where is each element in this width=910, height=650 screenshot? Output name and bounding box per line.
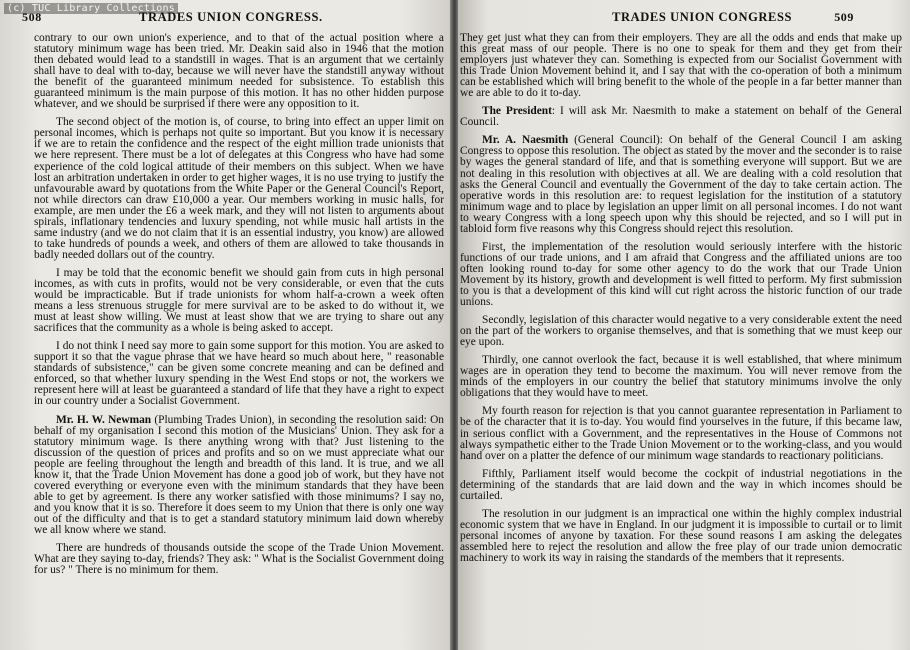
right-paragraph-president: The President: I will ask Mr. Naesmith to make a statement on behalf of the General Council. [460, 105, 902, 129]
left-paragraph: I may be told that the economic benefit we should gain from cuts in high personal incomes, as with cuts in profits, would not be very considerable, or even that the cuts would be impracticable. But if trade unionists for whom half-a-crown a week often means a less strenuous struggle for mere survival are to be asked to do without it, we must at least show willing. We must at least show that we are trying to share out any sacrifices that the community as a whole is being asked to accept. [34, 266, 444, 335]
right-paragraph: They get just what they can from their employers. They are all the odds and ends that make up this great mass of our people. There is no one to speak for them and they get from their employers just whatever they can. Something is expected from our Socialist Government with this Trade Union Movement behind it, and I say that with the co-operation of both a minimum can be established which will bring benefit to the whole of the people in a far better manner than we are able to do it to-day. [460, 32, 902, 100]
right-running-title: TRADES UNION CONGRESS [612, 10, 793, 24]
right-page-text [460, 33, 902, 564]
left-paragraph: There are hundreds of thousands outside the scope of the Trade Union Movement. What are they saying to-day, friends? They ask: " What is the Socialist Government doing for us? " There is no minimum for them. [34, 542, 444, 577]
speaker-name: Mr. A. Naesmith [482, 134, 569, 147]
right-page [458, 0, 910, 650]
left-paragraph-newman: Mr. H. W. Newman (Plumbing Trades Union), in seconding the resolution said: On behalf of my organisation I second this motion of the Musicians' Union. They ask for a statutory minimum wage. Is there anything wrong with that? Just listening to the discussion of the question of prices and profits and so on we must appreciate what our people are feeling throughout the length and breadth of this land. It is true, and we all know it, that the Trade Union Movement has done a good job of work, but they have not covered everything or everyone even with the minimum standards that they have been able to get by agreement. Is there any worker satisfied with those minimums? I say no, and you know that it is so. Therefore it does seem to my Union that there is only one way out of the difficulty and that is to get a standard statutory minimum laid down whereby we all know where we stand. [34, 413, 444, 536]
left-page-text [34, 33, 444, 576]
left-paragraph: contrary to our own union's experience, and to that of the actual position where a statutory minimum wage has been tried. Mr. Deakin said also in 1946 that the motion then debated would lead to a standstill in wages. That is an argument that we certainly shall have to deal with to-day, because we will never have the standstill anyway without the benefit of the guaranteed minimum needed for subsistence. To establish this guaranteed minimum is the main purpose of this motion. It has no other hidden purpose whatever, and we should be surprised if there were any opposition to it. [34, 32, 444, 111]
right-paragraph: The resolution in our judgment is an impractical one within the highly complex industrial economic system that we have in England. In our judgment it is impossible to curtail or to limit personal incomes of anyone by taxation. For these sound reasons I am asking the delegates assembled here to reject the resolution and allow the free play of our trade union democratic machinery to work its way in raising the standards of the members that it represents. [460, 507, 902, 564]
left-paragraph: The second object of the motion is, of course, to bring into effect an upper limit on personal incomes, which is perhaps not quite so important. But you know it is necessary if we are to retain the confidence and the respect of the eight million trade unionists that we here represent. There must be a lot of delegates at this Congress who have had some experience of the cold logical attitude of their members on this subject. When we have lost an arbitration undertaken in order to get higher wages, it is no use trying to justify the unfavourable award by quotations from the White Paper or the General Council's Report, not while directors can draw £10,000 a year. Our members working in music halls, for example, are men under the £6 a week mark, and they will not listen to arguments about spirals, inflationary tendencies and luxury spending, not while music hall artists in the same industry (and we do not claim that it is an essential industry, you know) are allowed to take hundreds of pounds a week, and others of them are allowed to take thousands in badly needed dollars out of the country. [34, 116, 444, 261]
right-paragraph: Secondly, legislation of this character would negative to a very considerable extent the need on the part of the workers to organise themselves, and that is something that we must keep our eye upon. [460, 314, 902, 349]
left-running-title: TRADES UNION CONGRESS. [139, 10, 323, 24]
right-paragraph: Fifthly, Parliament itself would become the cockpit of industrial negotiations in the determining of the standards that are laid down and the way in which incomes should be curtailed. [460, 467, 902, 502]
right-page-number: 509 [834, 10, 854, 24]
speaker-name: Mr. H. W. Newman [56, 413, 152, 426]
left-page-number: 508 [22, 10, 42, 24]
speaker-name: The President [482, 105, 552, 118]
left-paragraph: I do not think I need say more to gain some support for this motion. You are asked to support it so that the vague phrase that we have heard so much about here, " reasonable standards of subsistence," can be given some concrete meaning and can be defined and enforced, so that whether luxury spending in the West End stops or not, the workers we represent here will at least be guaranteed a standard of life that they have a right to expect in our country under a Socialist Government. [34, 340, 444, 408]
archive-watermark: (c) TUC Library Collections [4, 3, 178, 14]
right-paragraph: Thirdly, one cannot overlook the fact, because it is well established, that where minimum wages are in operation they tend to become the maximum. You will never remove from the minds of the employers in our country the belief that statutory minimums involve the only obligations that they would have to meet. [460, 354, 902, 400]
left-page [0, 0, 452, 650]
right-paragraph-naesmith: Mr. A. Naesmith (General Council): On behalf of the General Council I am asking Congress to oppose this resolution. The object as stated by the mover and the seconder is to raise by wages the general standard of life, and that is something everyone will support. But we are not dealing in this resolution with objectives at all. We are dealing with a cold resolution that asks the General Council and eventually the Government of the day to take certain action. The operative words in this resolution are: to request legislation for the institution of a statutory minimum wage and to place by legislation an upper limit on all personal incomes. I do not want to weary Congress with a long speech upon why this should be rejected, and so I will put in tabloid form five reasons why this Congress should reject this resolution. [460, 134, 902, 235]
right-paragraph: First, the implementation of the resolution would seriously interfere with the historic functions of our trade unions, and I am afraid that Congress and the affiliated unions are too often looking round to-day for some other agency to do the work that our Trade Union Movement by its history, growth and development is well fitted to perform. My first submission to you is that a development of this kind will cut right across the historic function of our trade unions. [460, 240, 902, 309]
right-running-head [460, 10, 902, 26]
right-paragraph: My fourth reason for rejection is that you cannot guarantee representation in Parliament to be of the character that it is to-day. You would find yourselves in the future, if this became law, in serious conflict with a Government, and the representatives in the House of Commons not always sympathetic either to the Trade Union Movement or to the working-class, and you would hand over on a platter the defence of our minimum wage standards to reactionary politicians. [460, 405, 902, 462]
